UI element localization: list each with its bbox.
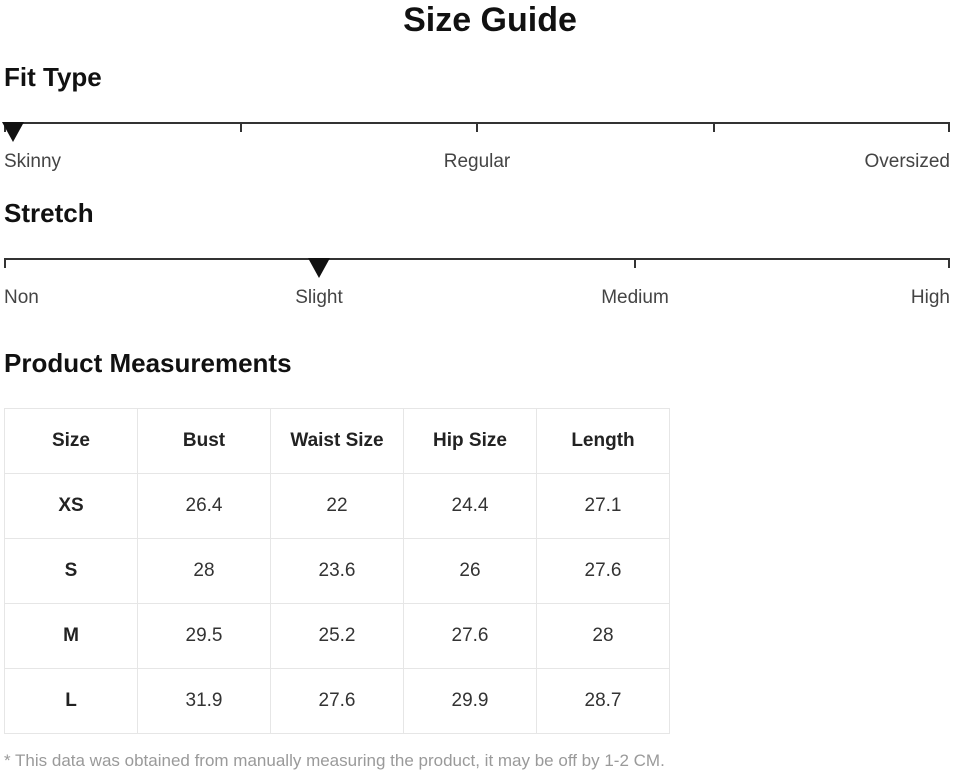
waist-cell: 22 — [271, 474, 404, 539]
stretch-marker-icon — [308, 258, 330, 278]
stretch-label-medium: Medium — [601, 287, 669, 308]
table-header-row — [5, 409, 670, 474]
table-row — [5, 669, 670, 734]
measurements-table — [4, 408, 670, 734]
table-row — [5, 474, 670, 539]
stretch-scale — [0, 258, 954, 328]
length-cell: 28.7 — [537, 669, 670, 734]
hip-cell: 29.9 — [404, 669, 537, 734]
stretch-label-non: Non — [4, 287, 39, 308]
fit-type-marker-icon — [2, 122, 24, 142]
column-header: Waist Size — [271, 409, 404, 474]
bust-cell: 26.4 — [138, 474, 271, 539]
stretch-heading: Stretch — [4, 198, 94, 228]
size-cell: M — [5, 604, 138, 669]
column-header: Size — [5, 409, 138, 474]
stretch-label-high: High — [910, 287, 950, 308]
fit-type-tick — [476, 122, 478, 132]
measurement-disclaimer: * This data was obtained from manually measuring the product, it may be off by 1-2 CM. — [4, 751, 665, 770]
hip-cell: 27.6 — [404, 604, 537, 669]
length-cell: 27.1 — [537, 474, 670, 539]
stretch-label-slight: Slight — [295, 287, 343, 308]
column-header: Bust — [138, 409, 271, 474]
stretch-axis — [4, 258, 950, 260]
hip-cell: 24.4 — [404, 474, 537, 539]
bust-cell: 31.9 — [138, 669, 271, 734]
page-title: Size Guide — [403, 1, 577, 39]
fit-type-tick — [713, 122, 715, 132]
fit-type-label-regular: Regular — [443, 151, 511, 172]
bust-cell: 29.5 — [138, 604, 271, 669]
table-row — [5, 604, 670, 669]
bust-cell: 28 — [138, 539, 271, 604]
stretch-tick — [4, 258, 6, 268]
fit-type-tick — [240, 122, 242, 132]
fit-type-heading: Fit Type — [4, 62, 102, 92]
waist-cell: 25.2 — [271, 604, 404, 669]
fit-type-scale — [0, 122, 954, 192]
stretch-tick — [948, 258, 950, 268]
size-cell: S — [5, 539, 138, 604]
size-cell: XS — [5, 474, 138, 539]
length-cell: 28 — [537, 604, 670, 669]
hip-cell: 26 — [404, 539, 537, 604]
column-header: Hip Size — [404, 409, 537, 474]
stretch-tick — [634, 258, 636, 268]
length-cell: 27.6 — [537, 539, 670, 604]
table-row — [5, 539, 670, 604]
column-header: Length — [537, 409, 670, 474]
waist-cell: 23.6 — [271, 539, 404, 604]
fit-type-label-oversized: Oversized — [864, 151, 950, 172]
waist-cell: 27.6 — [271, 669, 404, 734]
measurements-heading: Product Measurements — [4, 348, 292, 378]
size-cell: L — [5, 669, 138, 734]
fit-type-label-skinny: Skinny — [4, 151, 62, 172]
fit-type-tick — [948, 122, 950, 132]
